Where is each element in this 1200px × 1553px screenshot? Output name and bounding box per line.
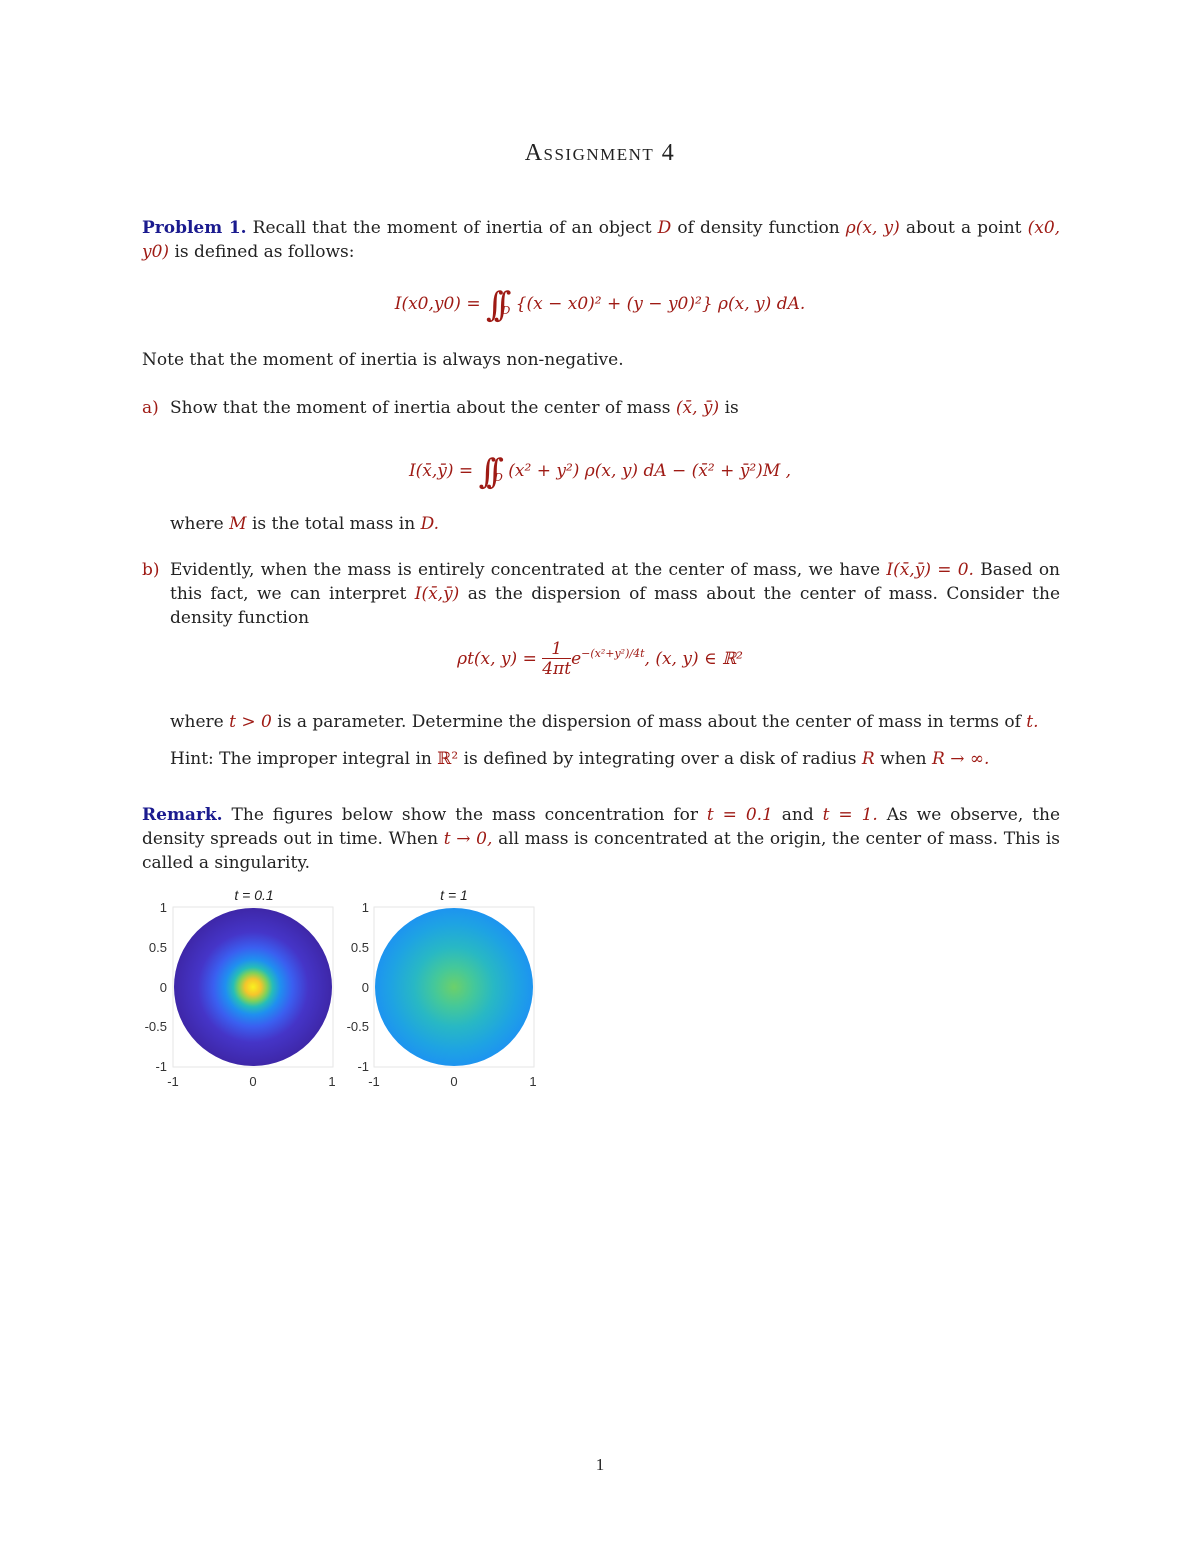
y-ticks xyxy=(347,900,369,1074)
inline-equation: I(x̄,ȳ) = 0. xyxy=(886,560,974,580)
assignment-title: Assignment 4 xyxy=(524,140,676,166)
y-tick: -0.5 xyxy=(144,1019,167,1034)
text: The figures below show the mass concentration for xyxy=(231,805,698,825)
eq1-lhs: I(x0,y0) = xyxy=(394,294,481,314)
density-figures xyxy=(140,880,560,1095)
exp-base: e xyxy=(571,649,582,669)
symbol-M: M xyxy=(229,514,247,534)
text: As we observe, the density spreads out in time. When xyxy=(142,805,1061,849)
text: Hint: The improper integral in xyxy=(170,749,432,769)
density-disk xyxy=(375,908,533,1066)
part-b-label: b) xyxy=(142,560,160,580)
symbol-R2: ℝ² xyxy=(437,749,459,769)
x-tick: -1 xyxy=(167,1074,179,1089)
figure-t0.1 xyxy=(145,887,336,1089)
x-ticks xyxy=(368,1074,536,1089)
text: when xyxy=(880,749,927,769)
remark-label: Remark. xyxy=(142,805,223,825)
part-a-label: a) xyxy=(142,398,159,418)
y-tick: -1 xyxy=(357,1059,369,1074)
x-tick: 0 xyxy=(249,1074,257,1089)
text: where xyxy=(170,514,224,534)
symbol-R: R xyxy=(861,749,875,769)
eqa-lhs: I(x̄,ȳ) = xyxy=(408,461,474,481)
value-t2: t = 1. xyxy=(822,805,878,825)
problem-text: about a point xyxy=(905,218,1022,238)
fraction-numerator: 1 xyxy=(542,640,571,659)
figure-title: t = 0.1 xyxy=(234,887,274,903)
symbol-t: t. xyxy=(1026,712,1039,732)
page-number: 1 xyxy=(595,1455,605,1474)
text: is a parameter. Determine the dispersion of mass about the center of mass in terms of xyxy=(277,712,1021,732)
density-lhs: ρt(x, y) = xyxy=(457,649,537,669)
text: and xyxy=(781,805,814,825)
fraction-denominator: 4πt xyxy=(542,659,572,679)
x-ticks xyxy=(167,1074,335,1089)
symbol-point: (x0, y0) xyxy=(142,218,1061,262)
part-b-where xyxy=(170,710,1060,734)
y-tick: 0.5 xyxy=(350,940,369,955)
symbol-rho: ρ(x, y) xyxy=(845,218,900,238)
x-tick: 0 xyxy=(450,1074,458,1089)
x-tick: 1 xyxy=(328,1074,336,1089)
note: Note that the moment of inertia is always non-negative. xyxy=(142,350,624,370)
equation-density xyxy=(0,640,1200,679)
part-a-text: Show that the moment of inertia about the center of mass xyxy=(170,398,671,418)
problem-text: Recall that the moment of inertia of an object xyxy=(252,218,652,238)
figure-t1 xyxy=(347,887,537,1089)
y-tick: 0 xyxy=(159,980,167,995)
text: Evidently, when the mass is entirely concentrated at the center of mass, we have xyxy=(170,560,881,580)
fraction xyxy=(542,640,571,679)
value-t1: t = 0.1 xyxy=(706,805,773,825)
double-integral-symbol: ∫∫ xyxy=(486,285,502,325)
y-tick: -0.5 xyxy=(346,1019,369,1034)
text: all mass is concentrated at the origin, the center of mass. This is called a singularity. xyxy=(142,829,1061,873)
text: is the total mass in xyxy=(251,514,416,534)
y-tick: -1 xyxy=(155,1059,167,1074)
x-tick: 1 xyxy=(529,1074,537,1089)
domain: , (x, y) ∈ ℝ² xyxy=(644,649,743,669)
problem-label: Problem 1. xyxy=(142,218,247,238)
remark xyxy=(142,803,1060,875)
double-integral-symbol: ∫∫ xyxy=(478,452,495,492)
problem-text: of density function xyxy=(677,218,840,238)
part-a-where xyxy=(170,512,1060,536)
figure-title: t = 1 xyxy=(440,887,468,903)
equation-moment-of-inertia: $I(x0,y0) = \int\int_D$ {(x − x0)² + (y − y0)²} ρ(x, y) dA. xyxy=(394,285,806,325)
y-tick: 1 xyxy=(361,900,369,915)
part-b xyxy=(142,558,1061,630)
symbol-D: D xyxy=(657,218,672,238)
inline-symbol: I(x̄,ȳ) xyxy=(414,584,460,604)
condition: t > 0 xyxy=(229,712,272,732)
problem-intro xyxy=(142,216,1060,264)
y-tick: 1 xyxy=(159,900,167,915)
symbol-D: D. xyxy=(420,514,440,534)
exp-power: −(x²+y²)/4t xyxy=(581,647,645,660)
eq1-rhs: {(x − x0)² + (y − y0)²} ρ(x, y) dA. xyxy=(515,294,806,314)
text: as the dispersion of mass about the center of mass. Consider the density function xyxy=(170,584,1061,628)
limit: R → ∞. xyxy=(932,749,990,769)
text: Based on this fact, we can interpret xyxy=(170,560,1061,604)
part-a xyxy=(142,396,1060,420)
x-tick: -1 xyxy=(368,1074,380,1089)
part-a-text: is xyxy=(724,398,739,418)
y-ticks xyxy=(145,900,167,1074)
eqa-rhs: (x² + y²) ρ(x, y) dA − (x̄² + ȳ²)M , xyxy=(508,461,792,481)
y-tick: 0.5 xyxy=(148,940,167,955)
hint xyxy=(170,747,1060,771)
value-tlim: t → 0, xyxy=(443,829,493,849)
symbol-center-of-mass: (x̄, ȳ) xyxy=(675,398,720,418)
density-disk xyxy=(174,908,332,1066)
equation-part-a: I(x̄,ȳ) = $\int\int_D$ (x² + y²) ρ(x, y) dA − (x̄² + ȳ²)M , xyxy=(408,452,792,492)
problem-text: is defined as follows: xyxy=(174,242,355,262)
text: where xyxy=(170,712,224,732)
text: is defined by integrating over a disk of radius xyxy=(463,749,857,769)
y-tick: 0 xyxy=(361,980,369,995)
